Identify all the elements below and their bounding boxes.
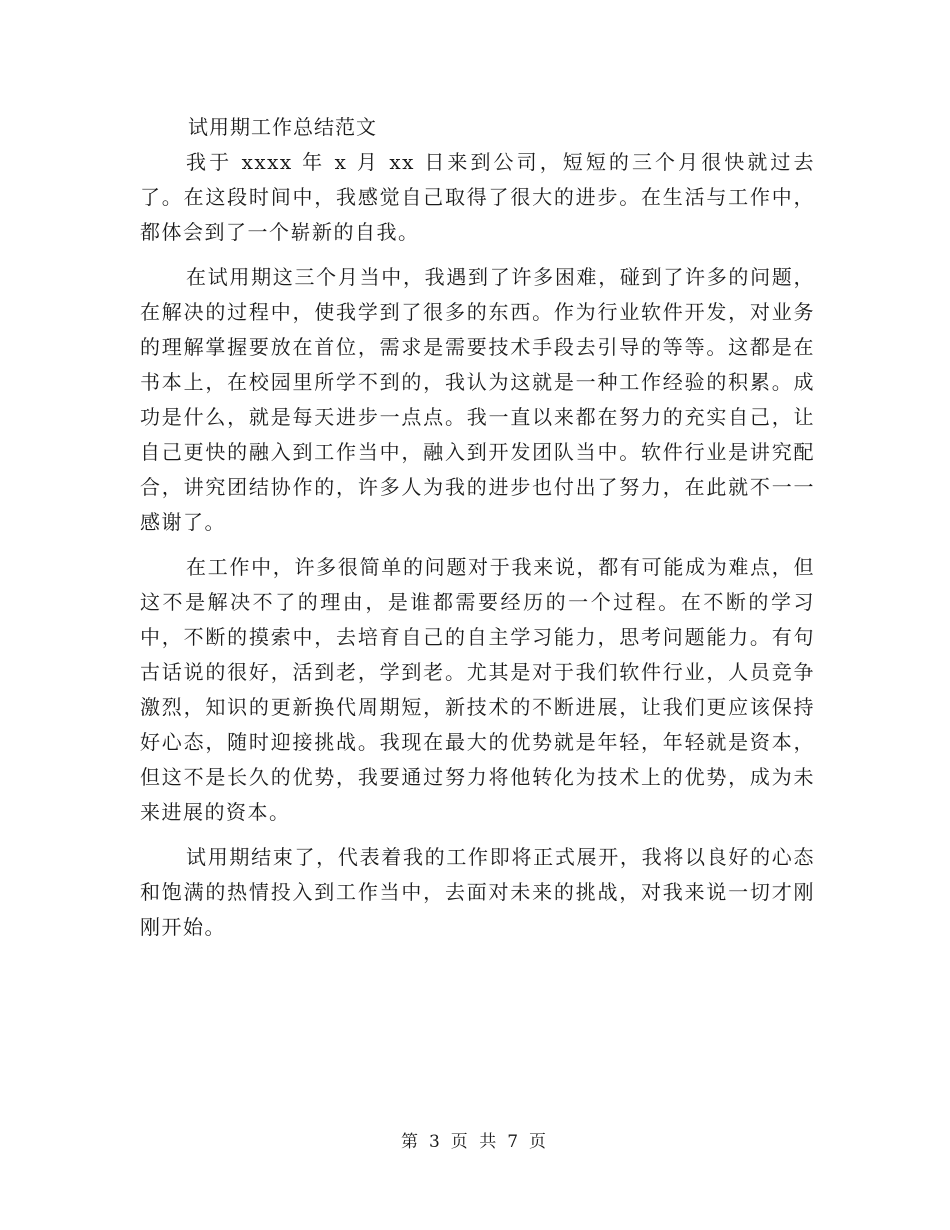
paragraph-1: 我于 xxxx 年 x 月 xx 日来到公司，短短的三个月很快就过去了。在这段时间中，我感觉自己取得了很大的进步。在生活与工作中，都体会到了一个崭新的自我。 xyxy=(140,150,815,244)
document-title: 试用期工作总结范文 xyxy=(188,115,377,139)
paragraph-2: 在试用期这三个月当中，我遇到了许多困难，碰到了许多的问题，在解决的过程中，使我学到了很多的东西。作为行业软件开发，对业务的理解掌握要放在首位，需求是需要技术手段去引导的等等。这都是在书本上，在校园里所学不到的，我认为这就是一种工作经验的积累。成功是什么，就是每天进步一点点。我一直以来都在努力的充实自己，让自己更快的融入到工作当中，融入到开发团队当中。软件行业是讲究配合，讲究团结协作的，许多人为我的进步也付出了努力，在此就不一一感谢了。 xyxy=(140,265,815,534)
total-pages-number: 7 xyxy=(507,1132,522,1152)
page-prefix: 第 xyxy=(400,1132,421,1152)
paragraph-4: 试用期结束了，代表着我的工作即将正式展开，我将以良好的心态和饱满的热情投入到工作当中，去面对未来的挑战，对我来说一切才刚刚开始。 xyxy=(140,845,815,939)
page-number-footer xyxy=(0,1127,950,1152)
page-middle: 页 共 xyxy=(450,1132,500,1152)
current-page-number: 3 xyxy=(428,1132,443,1152)
page-suffix: 页 xyxy=(529,1132,550,1152)
document-body xyxy=(140,110,815,955)
paragraph-3: 在工作中，许多很简单的问题对于我来说，都有可能成为难点，但这不是解决不了的理由，是谁都需要经历的一个过程。在不断的学习中，不断的摸索中，去培育自己的自主学习能力，思考问题能力。有句古话说的很好，活到老，学到老。尤其是对于我们软件行业，人员竞争激烈，知识的更新换代周期短，新技术的不断进展，让我们更应该保持好心态，随时迎接挑战。我现在最大的优势就是年轻，年轻就是资本，但这不是长久的优势，我要通过努力将他转化为技术上的优势，成为未来进展的资本。 xyxy=(140,555,815,824)
